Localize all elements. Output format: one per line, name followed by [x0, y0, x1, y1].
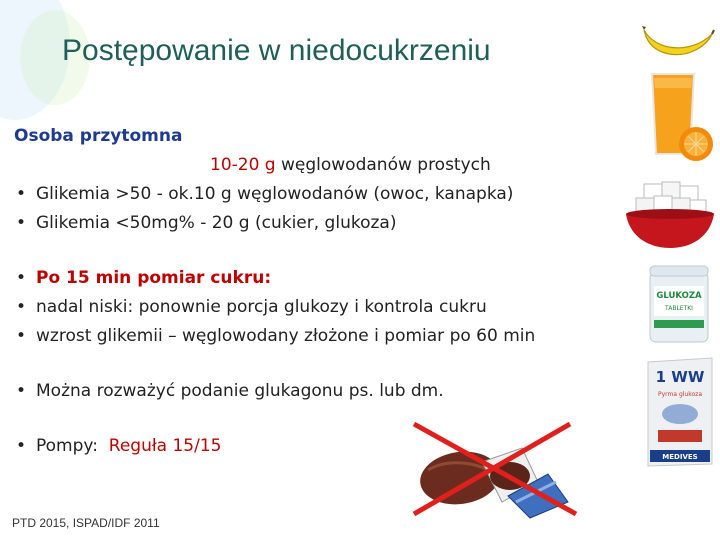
slide-title: Postępowanie w niedocukrzeniu	[62, 34, 491, 67]
bullet-icon: •	[16, 436, 27, 456]
list-item: • Glikemia >50 - ok.10 g węglowodanów (owoc, kanapka)	[14, 180, 634, 209]
list-item: • Glikemia <50mg% - 20 g (cukier, glukoza)	[14, 209, 634, 238]
bullet-icon: •	[16, 184, 27, 204]
bullet-icon: •	[16, 297, 27, 317]
glucose-packet-image	[644, 356, 716, 468]
bullet-icon: •	[16, 326, 27, 346]
packet-label: 1 WW	[655, 368, 705, 386]
glucose-tablets-image	[646, 262, 712, 346]
list-item: • nadal niski: ponownie porcja glukozy i kontrola cukru	[14, 293, 634, 322]
bullet-icon: •	[16, 213, 27, 233]
carb-text: węglowodanów prostych	[275, 155, 491, 175]
list-item: • wzrost glikemii – węglowodany złożone i pomiar po 60 min	[14, 322, 634, 351]
carb-amount: 10-20 g	[210, 155, 276, 175]
footer-citation: PTD 2015, ISPAD/IDF 2011	[12, 516, 160, 530]
slide-content	[14, 122, 634, 461]
glucose-sublabel: TABLETKI	[665, 305, 693, 312]
pump-rule: Reguła 15/15	[108, 436, 222, 456]
bullet-list-glucagon	[14, 377, 634, 406]
glucose-label: GLUKOZA	[656, 291, 702, 301]
list-item: • Po 15 min pomiar cukru:	[14, 264, 634, 293]
packet-sublabel: Pyrma glukoza	[658, 391, 702, 398]
orange-juice-image	[638, 68, 716, 164]
bullet-list-followup	[14, 264, 634, 351]
packet-brand: MEDIVES	[662, 453, 698, 461]
list-item: • Można rozważyć podanie glukagonu ps. lub dm.	[14, 377, 634, 406]
bullet-list-glycemia	[14, 180, 634, 238]
bullet-icon: •	[16, 268, 27, 288]
banana-image	[640, 8, 716, 58]
bullet-icon: •	[16, 381, 27, 401]
list-item: • Pompy: Reguła 15/15	[14, 432, 634, 461]
carb-line	[14, 151, 634, 180]
section-heading: Osoba przytomna	[14, 126, 183, 146]
crossed-out-food-image	[398, 418, 588, 520]
sugar-bowl-image	[622, 178, 718, 252]
